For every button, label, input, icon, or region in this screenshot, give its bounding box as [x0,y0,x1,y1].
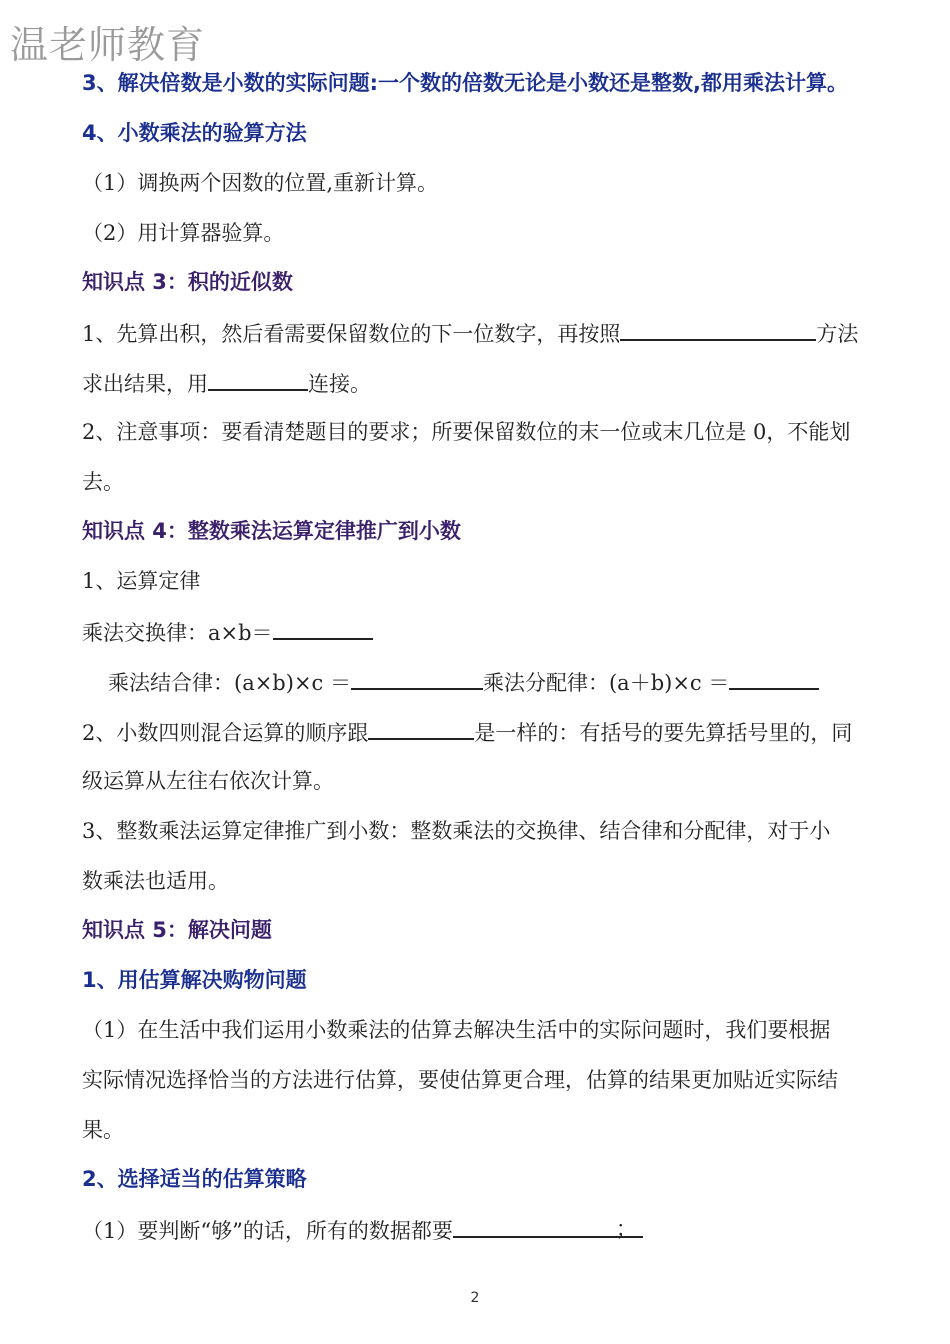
mixed-operations-text: 2、小数四则混合运算的顺序跟 [82,721,369,745]
distributive-law-text: 乘法分配律：(a＋b)×c ＝ [482,671,730,695]
page-number: 2 [470,1290,480,1306]
strategy-enough-text: （1）要判断“够”的话，所有的数据都要 [82,1219,453,1243]
fill-blank-commutative[interactable] [273,616,373,640]
method-swap-factors: （1）调换两个因数的位置,重新计算。 [82,171,439,195]
heading-estimation-strategy: 2、选择适当的估算策略 [82,1167,307,1191]
associative-law-text: 乘法结合律：(a×b)×c ＝ [108,671,351,695]
point-3-multiple-decimal: 3、解决倍数是小数的实际问题:一个数的倍数无论是小数还是整数,都用乘法计算。 [82,71,848,95]
approx-rule-line1 [82,317,858,349]
approx-rule-line2 [82,367,371,399]
mixed-operations-line1 [82,716,852,748]
operation-laws-label: 1、运算定律 [82,569,201,593]
fill-blank-connector[interactable] [208,367,308,391]
commutative-law-text: 乘法交换律：a×b＝ [82,621,273,645]
mixed-operations-line2: 级运算从左往右依次计算。 [82,769,334,793]
fill-blank-method[interactable] [620,317,816,341]
fill-blank-associative[interactable] [351,666,483,690]
knowledge-point-5-heading: 知识点 5：解决问题 [82,918,272,942]
approx-notice-line1: 2、注意事项：要看清楚题目的要求；所要保留数位的末一位或末几位是 0，不能划 [82,420,851,444]
associative-distributive-laws [108,666,819,698]
knowledge-point-3-heading: 知识点 3：积的近似数 [82,270,293,294]
approx-rule-text: 1、先算出积，然后看需要保留数位的下一位数字，再按照 [82,322,621,346]
semicolon: ； [615,1217,637,1241]
fill-blank-enough[interactable] [453,1214,643,1241]
method-calculator: （2）用计算器验算。 [82,221,285,245]
estimation-para-line2: 实际情况选择恰当的方法进行估算，要使估算更合理，估算的结果更加贴近实际结 [82,1068,838,1092]
laws-extension-line2: 数乘法也适用。 [82,869,229,893]
mixed-operations-rule: 是一样的：有括号的要先算括号里的，同 [474,721,853,745]
watermark: 温老师教育 [10,23,206,67]
commutative-law [82,616,373,648]
approx-rule-suffix: 方法 [816,322,859,346]
laws-extension-line1: 3、整数乘法运算定律推广到小数：整数乘法的交换律、结合律和分配律，对于小 [82,819,831,843]
approx-notice-line2: 去。 [82,470,124,494]
heading-verification-methods: 4、小数乘法的验算方法 [82,121,307,145]
approx-connect-text: 连接。 [308,372,371,396]
heading-shopping-estimation: 1、用估算解决购物问题 [82,968,307,992]
fill-blank-order[interactable] [368,716,474,740]
strategy-enough [82,1214,643,1246]
knowledge-point-4-heading: 知识点 4：整数乘法运算定律推广到小数 [82,519,461,543]
estimation-para-line3: 果。 [82,1118,124,1142]
fill-blank-distributive[interactable] [729,666,819,690]
estimation-para-line1: （1）在生活中我们运用小数乘法的估算去解决生活中的实际问题时，我们要根据 [82,1018,831,1042]
approx-result-text: 求出结果，用 [82,372,208,396]
